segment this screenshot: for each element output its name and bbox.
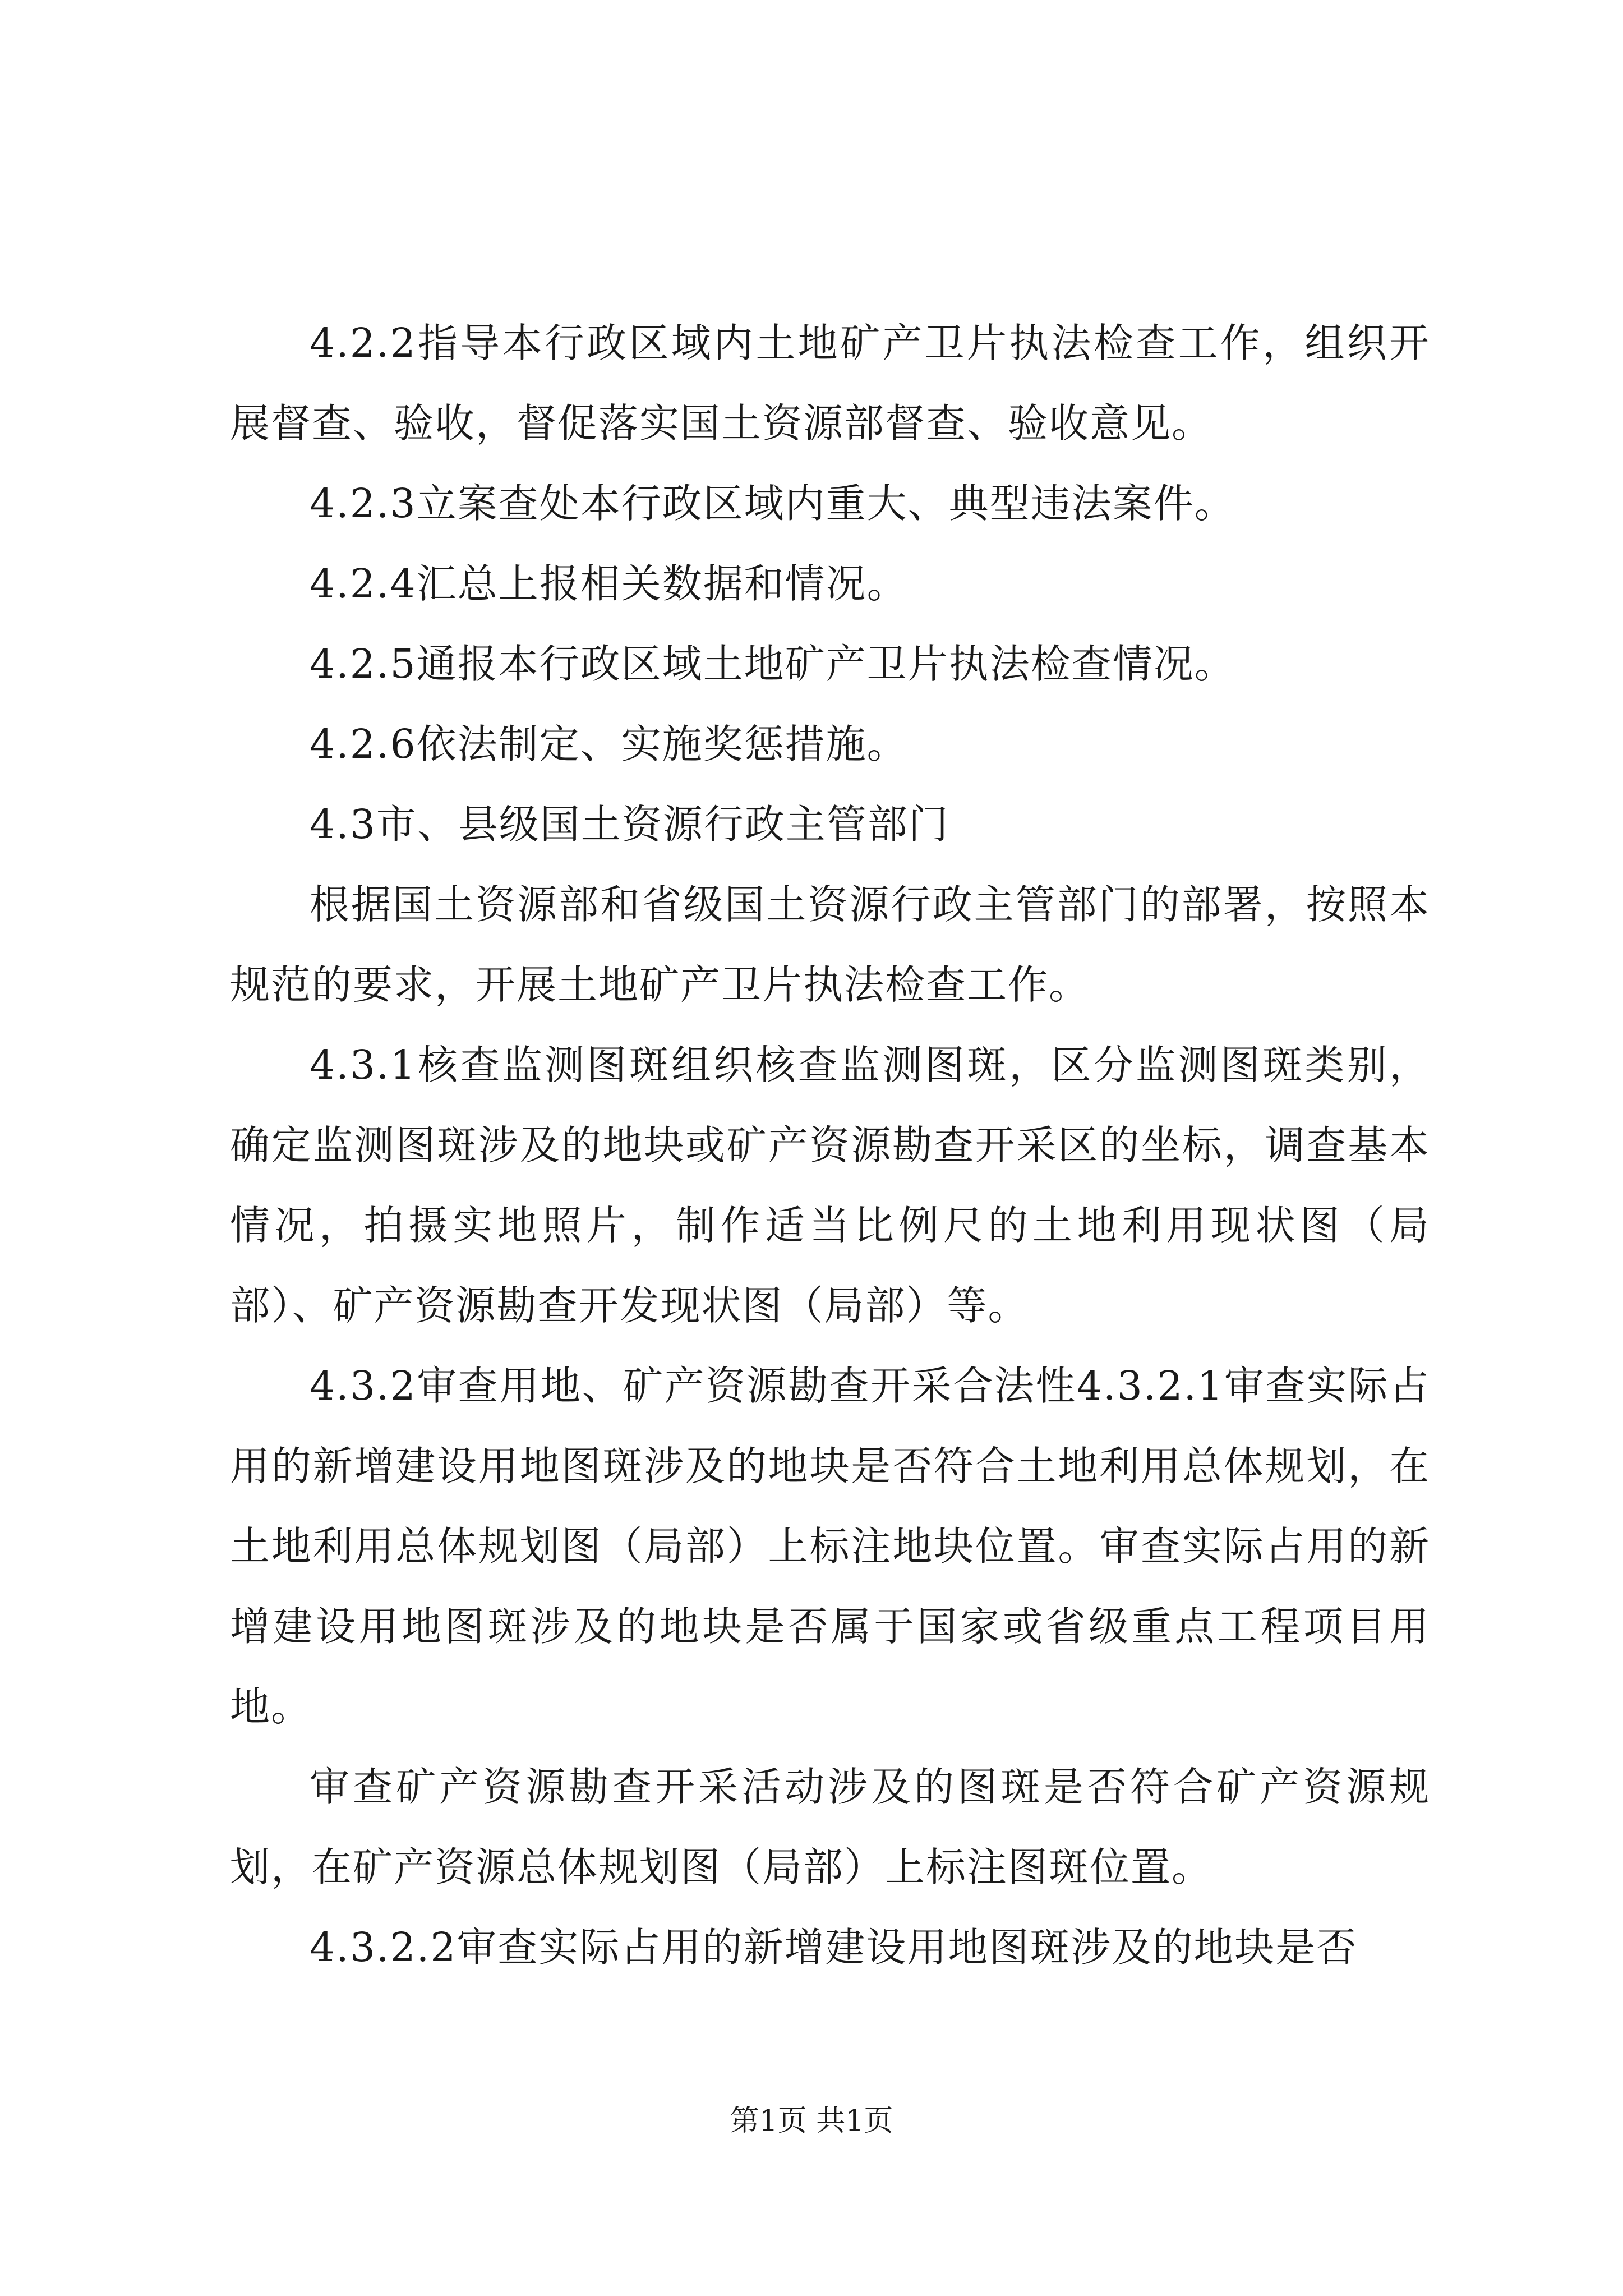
paragraph-mineral-review: 审查矿产资源勘查开采活动涉及的图斑是否符合矿产资源规划，在矿产资源总体规划图（局部）上标注图斑位置。 bbox=[230, 1764, 1430, 1890]
paragraph-4-2-2: 4.2.2指导本行政区域内土地矿产卫片执法检查工作，组织开展督查、验收，督促落实国土资源部督查、验收意见。 bbox=[230, 320, 1430, 447]
paragraph-4-3-1: 4.3.1核查监测图斑组织核查监测图斑，区分监测图斑类别，确定监测图斑涉及的地块或矿产资源勘查开采区的坐标，调查基本情况，拍摄实地照片，制作适当比例尺的土地利用现状图（局部）、矿产资源勘查开发现状图（局部）等。 bbox=[230, 1042, 1430, 1329]
paragraph-4-2-5: 4.2.5通报本行政区域土地矿产卫片执法检查情况。 bbox=[310, 641, 1235, 687]
section-heading-4-3: 4.3市、县级国土资源行政主管部门 bbox=[310, 801, 949, 848]
page-footer bbox=[0, 2101, 1623, 2141]
paragraph-4-3-intro: 根据国土资源部和省级国土资源行政主管部门的部署，按照本规范的要求，开展土地矿产卫片执法检查工作。 bbox=[230, 881, 1430, 1008]
document-body bbox=[230, 303, 1430, 1987]
paragraph-4-2-3: 4.2.3立案查处本行政区域内重大、典型违法案件。 bbox=[310, 480, 1235, 527]
paragraph-4-3-2-2: 4.3.2.2审查实际占用的新增建设用地图斑涉及的地块是否 bbox=[310, 1924, 1358, 1971]
paragraph-4-2-6: 4.2.6依法制定、实施奖惩措施。 bbox=[310, 721, 908, 767]
paragraph-4-2-4: 4.2.4汇总上报相关数据和情况。 bbox=[310, 560, 908, 607]
paragraph-4-3-2: 4.3.2审查用地、矿产资源勘查开采合法性4.3.2.1审查实际占用的新增建设用地图斑涉及的地块是否符合土地利用总体规划，在土地利用总体规划图（局部）上标注地块位置。审查实际占用的新增建设用地图斑涉及的地块是否属于国家或省级重点工程项目用地。 bbox=[230, 1363, 1430, 1730]
page-number-label: 第1页 共1页 bbox=[730, 2104, 893, 2138]
